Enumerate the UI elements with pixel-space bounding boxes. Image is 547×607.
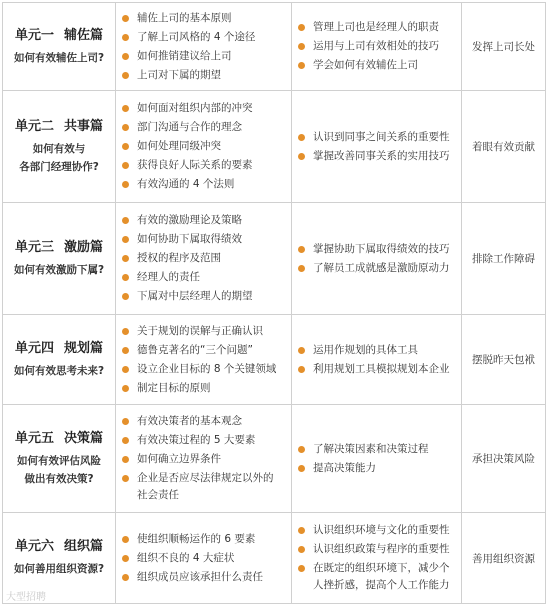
list-item: 辅佐上司的基本原则 xyxy=(121,11,291,26)
bullet-icon xyxy=(122,124,129,131)
bullet-icon xyxy=(122,347,129,354)
bullet-icon xyxy=(122,236,129,243)
unit-title: 单元三 激励篇 xyxy=(14,239,104,255)
list-item: 设立企业目标的 8 个关键领域 xyxy=(121,362,291,377)
unit-title: 单元四 规划篇 xyxy=(14,340,104,356)
bullet-icon xyxy=(122,328,129,335)
list-item: 经理人的责任 xyxy=(121,270,291,285)
watermark: 大型招聘 xyxy=(6,592,46,603)
bullet-icon xyxy=(298,134,305,141)
table-row xyxy=(3,315,546,405)
topics-cell xyxy=(116,91,292,203)
bullet-icon xyxy=(122,418,129,425)
list-item: 组织不良的 4 大症状 xyxy=(121,551,291,566)
bullet-icon xyxy=(298,446,305,453)
bullet-icon xyxy=(298,565,305,572)
list-item: 使组织顺畅运作的 6 要素 xyxy=(121,532,291,547)
bullet-icon xyxy=(298,347,305,354)
list-item: 运用与上司有效相处的技巧 xyxy=(297,39,461,54)
goals-cell xyxy=(292,405,462,513)
goals-cell xyxy=(292,513,462,604)
bullet-icon xyxy=(122,437,129,444)
bullet-icon xyxy=(298,153,305,160)
bullet-icon xyxy=(298,43,305,50)
list-item: 如何面对组织内部的冲突 xyxy=(121,101,291,116)
table-row xyxy=(3,203,546,315)
bullet-icon xyxy=(122,456,129,463)
value-cell: 承担决策风险 xyxy=(462,405,546,513)
list-item: 掌握协助下属取得绩效的技巧 xyxy=(297,242,461,257)
table-row xyxy=(3,513,546,604)
list-item: 如何推销建议给上司 xyxy=(121,49,291,64)
bullet-icon xyxy=(122,475,129,482)
bullet-icon xyxy=(122,53,129,60)
unit-cell xyxy=(3,91,116,203)
list-item: 组织成员应该承担什么责任 xyxy=(121,570,291,585)
bullet-icon xyxy=(298,366,305,373)
list-item: 如何协助下属取得绩效 xyxy=(121,232,291,247)
list-item: 有效决策过程的 5 大要素 xyxy=(121,433,291,448)
bullet-icon xyxy=(122,34,129,41)
topics-cell xyxy=(116,203,292,315)
table-row xyxy=(3,3,546,91)
topics-cell xyxy=(116,513,292,604)
bullet-icon xyxy=(298,546,305,553)
list-item: 德鲁克著名的“三个问题” xyxy=(121,343,291,358)
bullet-icon xyxy=(122,143,129,150)
bullet-icon xyxy=(298,527,305,534)
unit-cell xyxy=(3,3,116,91)
unit-question: 如何有效激励下属? xyxy=(13,263,105,276)
list-item: 认识到同事之间关系的重要性 xyxy=(297,130,461,145)
table-row xyxy=(3,405,546,513)
list-item: 掌握改善同事关系的实用技巧 xyxy=(297,149,461,164)
goals-cell xyxy=(292,91,462,203)
bullet-icon xyxy=(122,217,129,224)
list-item: 制定目标的原则 xyxy=(121,381,291,396)
topics-cell xyxy=(116,3,292,91)
bullet-icon xyxy=(298,265,305,272)
list-item: 如何确立边界条件 xyxy=(121,452,291,467)
list-item: 企业是否应尽法律规定以外的 xyxy=(121,471,291,486)
bullet-icon xyxy=(122,72,129,79)
unit-title: 单元一 辅佐篇 xyxy=(14,27,104,43)
bullet-icon xyxy=(122,181,129,188)
bullet-icon xyxy=(122,366,129,373)
list-item: 了解上司风格的 4 个途径 xyxy=(121,30,291,45)
unit-title: 单元五 决策篇 xyxy=(14,430,104,446)
list-item: 在既定的组织环境下，减少个 xyxy=(297,561,461,576)
list-item: 认识组织政策与程序的重要性 xyxy=(297,542,461,557)
list-item: 关于规划的误解与正确认识 xyxy=(121,324,291,339)
unit-cell xyxy=(3,405,116,513)
bullet-icon xyxy=(122,536,129,543)
bullet-icon xyxy=(298,24,305,31)
unit-question: 如何有效与 各部门经理协作? xyxy=(19,142,99,173)
list-item: 部门沟通与合作的理念 xyxy=(121,120,291,135)
value-cell: 发挥上司长处 xyxy=(462,3,546,91)
table-row xyxy=(3,91,546,203)
goals-cell xyxy=(292,203,462,315)
list-item: 如何处理同级冲突 xyxy=(121,139,291,154)
list-item: 有效的激励理论及策略 xyxy=(121,213,291,228)
unit-question: 如何有效评估风险 做出有效决策? xyxy=(17,454,101,485)
value-cell: 摆脱昨天包袱 xyxy=(462,315,546,405)
list-item-continuation: 社会责任 xyxy=(137,489,179,501)
unit-cell xyxy=(3,315,116,405)
bullet-icon xyxy=(298,62,305,69)
list-item: 有效沟通的 4 个法则 xyxy=(121,177,291,192)
list-item: 提高决策能力 xyxy=(297,461,461,476)
unit-question: 如何有效辅佐上司? xyxy=(13,51,105,64)
bullet-icon xyxy=(298,465,305,472)
list-item: 管理上司也是经理人的职责 xyxy=(297,20,461,35)
list-item: 下属对中层经理人的期望 xyxy=(121,289,291,304)
bullet-icon xyxy=(122,555,129,562)
bullet-icon xyxy=(122,105,129,112)
unit-question: 如何有效思考未来? xyxy=(13,364,105,377)
bullet-icon xyxy=(122,15,129,22)
list-item: 获得良好人际关系的要素 xyxy=(121,158,291,173)
list-item: 学会如何有效辅佐上司 xyxy=(297,58,461,73)
unit-title: 单元六 组织篇 xyxy=(14,539,104,554)
value-cell: 着眼有效贡献 xyxy=(462,91,546,203)
goals-cell xyxy=(292,315,462,405)
bullet-icon xyxy=(298,246,305,253)
topics-cell xyxy=(116,405,292,513)
unit-question: 如何善用组织资源? xyxy=(13,563,105,575)
list-item: 利用规划工具模拟规划本企业 xyxy=(297,362,461,377)
value-cell: 善用组织资源 xyxy=(462,513,546,604)
bullet-icon xyxy=(122,274,129,281)
goals-cell xyxy=(292,3,462,91)
list-item: 有效决策者的基本观念 xyxy=(121,414,291,429)
list-item: 授权的程序及范围 xyxy=(121,251,291,266)
bullet-icon xyxy=(122,385,129,392)
topics-cell xyxy=(116,315,292,405)
bullet-icon xyxy=(122,574,129,581)
unit-cell xyxy=(3,203,116,315)
list-item: 上司对下属的期望 xyxy=(121,68,291,83)
bullet-icon xyxy=(122,255,129,262)
list-item: 了解员工成就感是激励原动力 xyxy=(297,261,461,276)
bullet-icon xyxy=(122,293,129,300)
curriculum-table xyxy=(2,2,546,604)
value-cell: 排除工作障碍 xyxy=(462,203,546,315)
unit-title: 单元二 共事篇 xyxy=(14,118,104,134)
list-item: 认识组织环境与文化的重要性 xyxy=(297,523,461,538)
list-item: 了解决策因素和决策过程 xyxy=(297,442,461,457)
list-item-continuation: 人挫折感，提高个人工作能力 xyxy=(313,579,450,591)
list-item: 运用作规划的具体工具 xyxy=(297,343,461,358)
bullet-icon xyxy=(122,162,129,169)
